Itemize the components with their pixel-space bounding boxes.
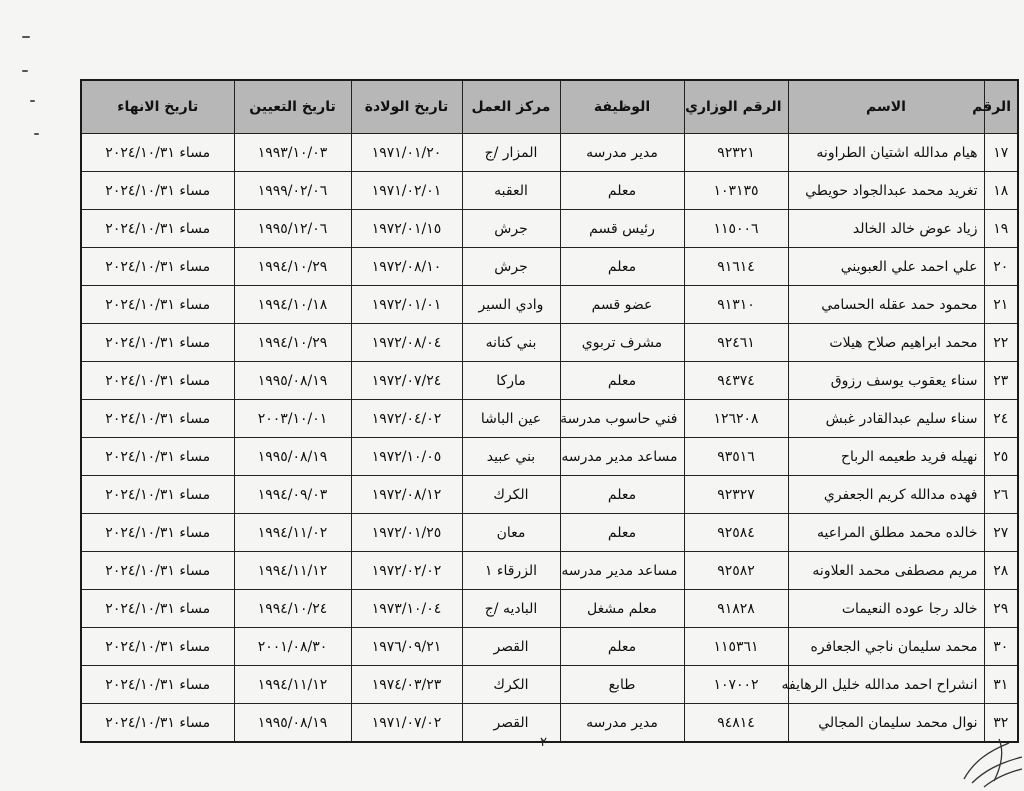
cell-birth-date: ١٩٧٢/٠٨/٠٤ <box>351 324 462 362</box>
cell-num: ١٨ <box>984 172 1018 210</box>
cell-ministry-id: ١١٥٣٦١ <box>684 628 788 666</box>
cell-job: معلم <box>560 248 684 286</box>
cell-ministry-id: ٩٢٣٢١ <box>684 134 788 172</box>
header-end-date: تاريخ الانهاء <box>81 80 234 134</box>
cell-birth-date: ١٩٧٢/١٠/٠٥ <box>351 438 462 476</box>
cell-job: معلم <box>560 476 684 514</box>
cell-end-date: مساء ٢٠٢٤/١٠/٣١ <box>81 210 234 248</box>
header-appoint-date: تاريخ التعيين <box>234 80 351 134</box>
cell-workplace: بني عبيد <box>462 438 560 476</box>
page-number: ٢ <box>540 735 547 750</box>
table-row <box>81 210 1018 248</box>
cell-job: فني حاسوب مدرسة <box>560 400 684 438</box>
header-workplace: مركز العمل <box>462 80 560 134</box>
cell-appoint-date: ١٩٩٥/٠٨/١٩ <box>234 362 351 400</box>
cell-birth-date: ١٩٧٢/٠٨/١٢ <box>351 476 462 514</box>
cell-end-date: مساء ٢٠٢٤/١٠/٣١ <box>81 324 234 362</box>
cell-end-date: مساء ٢٠٢٤/١٠/٣١ <box>81 248 234 286</box>
cell-job: مساعد مدير مدرسه <box>560 552 684 590</box>
cell-ministry-id: ١١٥٠٠٦ <box>684 210 788 248</box>
cell-ministry-id: ٩٢٣٢٧ <box>684 476 788 514</box>
cell-num: ٢٢ <box>984 324 1018 362</box>
cell-name: مريم مصطفى محمد العلاونه <box>788 552 984 590</box>
cell-num: ٢٧ <box>984 514 1018 552</box>
table-row <box>81 248 1018 286</box>
table-row <box>81 324 1018 362</box>
cell-job: معلم مشغل <box>560 590 684 628</box>
cell-num: ١٩ <box>984 210 1018 248</box>
cell-name: محمد ابراهيم صلاح هيلات <box>788 324 984 362</box>
cell-name: محمود حمد عقله الحسامي <box>788 286 984 324</box>
cell-workplace: ماركا <box>462 362 560 400</box>
cell-name: زياد عوض خالد الخالد <box>788 210 984 248</box>
cell-end-date: مساء ٢٠٢٤/١٠/٣١ <box>81 286 234 324</box>
scan-mark <box>22 36 30 38</box>
cell-birth-date: ١٩٧٢/٠٤/٠٢ <box>351 400 462 438</box>
signature-scribble <box>954 721 1024 791</box>
cell-ministry-id: ٩٢٤٦١ <box>684 324 788 362</box>
table-header-row <box>81 80 1018 134</box>
header-name: الاسم <box>788 80 984 134</box>
cell-birth-date: ١٩٧٢/٠٧/٢٤ <box>351 362 462 400</box>
cell-appoint-date: ١٩٩٥/٠٨/١٩ <box>234 704 351 743</box>
header-num: الرقم <box>984 80 1018 134</box>
cell-appoint-date: ١٩٩٥/٠٨/١٩ <box>234 438 351 476</box>
cell-end-date: مساء ٢٠٢٤/١٠/٣١ <box>81 362 234 400</box>
table-row <box>81 172 1018 210</box>
cell-end-date: مساء ٢٠٢٤/١٠/٣١ <box>81 400 234 438</box>
cell-job: معلم <box>560 514 684 552</box>
cell-end-date: مساء ٢٠٢٤/١٠/٣١ <box>81 628 234 666</box>
header-job: الوظيفة <box>560 80 684 134</box>
cell-birth-date: ١٩٧١/٠٢/٠١ <box>351 172 462 210</box>
cell-workplace: عين الباشا <box>462 400 560 438</box>
cell-job: مدير مدرسه <box>560 134 684 172</box>
table-row <box>81 552 1018 590</box>
cell-num: ٣٠ <box>984 628 1018 666</box>
cell-name: فهده مدالله كريم الجعفري <box>788 476 984 514</box>
cell-birth-date: ١٩٧١/٠٧/٠٢ <box>351 704 462 743</box>
cell-appoint-date: ١٩٩٤/١٠/٢٩ <box>234 248 351 286</box>
cell-appoint-date: ١٩٩٤/١٠/٢٩ <box>234 324 351 362</box>
cell-num: ٢٣ <box>984 362 1018 400</box>
cell-ministry-id: ٩١٦١٤ <box>684 248 788 286</box>
cell-num: ٣٢ <box>984 704 1018 743</box>
cell-name: تغريد محمد عبدالجواد حويطي <box>788 172 984 210</box>
cell-ministry-id: ٩٢٥٨٢ <box>684 552 788 590</box>
cell-num: ٢٨ <box>984 552 1018 590</box>
cell-workplace: معان <box>462 514 560 552</box>
scan-mark <box>30 100 35 102</box>
cell-end-date: مساء ٢٠٢٤/١٠/٣١ <box>81 552 234 590</box>
cell-job: طابع <box>560 666 684 704</box>
cell-appoint-date: ١٩٩٤/١٠/١٨ <box>234 286 351 324</box>
cell-workplace: الباديه /ج <box>462 590 560 628</box>
table-row <box>81 286 1018 324</box>
cell-workplace: الزرقاء ١ <box>462 552 560 590</box>
table-row <box>81 514 1018 552</box>
cell-appoint-date: ١٩٩٤/١٠/٢٤ <box>234 590 351 628</box>
cell-appoint-date: ١٩٩٣/١٠/٠٣ <box>234 134 351 172</box>
cell-workplace: بني كنانه <box>462 324 560 362</box>
cell-ministry-id: ٩٤٨١٤ <box>684 704 788 743</box>
table-row <box>81 590 1018 628</box>
cell-birth-date: ١٩٧٣/١٠/٠٤ <box>351 590 462 628</box>
cell-job: معلم <box>560 172 684 210</box>
cell-name: خالده محمد مطلق المراعيه <box>788 514 984 552</box>
cell-job: مدير مدرسه <box>560 704 684 743</box>
table-row <box>81 666 1018 704</box>
cell-workplace: جرش <box>462 210 560 248</box>
cell-birth-date: ١٩٧٢/٠١/٠١ <box>351 286 462 324</box>
cell-workplace: القصر <box>462 704 560 743</box>
cell-name: نهيله فريد طعيمه الرباح <box>788 438 984 476</box>
cell-workplace: الكرك <box>462 666 560 704</box>
cell-num: ٢٤ <box>984 400 1018 438</box>
cell-birth-date: ١٩٧١/٠١/٢٠ <box>351 134 462 172</box>
cell-job: مساعد مدير مدرسه <box>560 438 684 476</box>
header-birth-date: تاريخ الولادة <box>351 80 462 134</box>
cell-name: نوال محمد سليمان المجالي <box>788 704 984 743</box>
cell-appoint-date: ٢٠٠٣/١٠/٠١ <box>234 400 351 438</box>
cell-birth-date: ١٩٧٢/٠٢/٠٢ <box>351 552 462 590</box>
cell-appoint-date: ٢٠٠١/٠٨/٣٠ <box>234 628 351 666</box>
cell-workplace: العقبه <box>462 172 560 210</box>
cell-appoint-date: ١٩٩٤/١١/١٢ <box>234 552 351 590</box>
cell-appoint-date: ١٩٩٤/٠٩/٠٣ <box>234 476 351 514</box>
table-row <box>81 476 1018 514</box>
cell-num: ٣١ <box>984 666 1018 704</box>
cell-birth-date: ١٩٧٢/٠١/٢٥ <box>351 514 462 552</box>
table-row <box>81 362 1018 400</box>
cell-appoint-date: ١٩٩٤/١١/١٢ <box>234 666 351 704</box>
cell-birth-date: ١٩٧٤/٠٣/٢٣ <box>351 666 462 704</box>
cell-end-date: مساء ٢٠٢٤/١٠/٣١ <box>81 476 234 514</box>
cell-birth-date: ١٩٧٢/٠١/١٥ <box>351 210 462 248</box>
cell-name: انشراح احمد مدالله خليل الرهايفه <box>788 666 984 704</box>
cell-num: ١٧ <box>984 134 1018 172</box>
cell-name: سناء يعقوب يوسف رزوق <box>788 362 984 400</box>
cell-ministry-id: ١٢٦٢٠٨ <box>684 400 788 438</box>
cell-workplace: الكرك <box>462 476 560 514</box>
cell-name: سناء سليم عبدالقادر غبش <box>788 400 984 438</box>
cell-job: عضو قسم <box>560 286 684 324</box>
cell-name: خالد رجا عوده النعيمات <box>788 590 984 628</box>
scan-mark <box>34 133 39 135</box>
cell-ministry-id: ١٠٣١٣٥ <box>684 172 788 210</box>
cell-workplace: القصر <box>462 628 560 666</box>
cell-num: ٢٥ <box>984 438 1018 476</box>
cell-end-date: مساء ٢٠٢٤/١٠/٣١ <box>81 172 234 210</box>
cell-num: ٢٠ <box>984 248 1018 286</box>
cell-birth-date: ١٩٧٢/٠٨/١٠ <box>351 248 462 286</box>
cell-ministry-id: ٩٤٣٧٤ <box>684 362 788 400</box>
cell-name: هيام مدالله اشتيان الطراونه <box>788 134 984 172</box>
cell-appoint-date: ١٩٩٥/١٢/٠٦ <box>234 210 351 248</box>
cell-end-date: مساء ٢٠٢٤/١٠/٣١ <box>81 514 234 552</box>
table-row <box>81 628 1018 666</box>
cell-ministry-id: ٩١٣١٠ <box>684 286 788 324</box>
cell-birth-date: ١٩٧٦/٠٩/٢١ <box>351 628 462 666</box>
table-row <box>81 134 1018 172</box>
cell-appoint-date: ١٩٩٤/١١/٠٢ <box>234 514 351 552</box>
cell-ministry-id: ٩٢٥٨٤ <box>684 514 788 552</box>
cell-workplace: وادي السير <box>462 286 560 324</box>
cell-name: علي احمد علي العبويني <box>788 248 984 286</box>
header-ministry-id: الرقم الوزاري <box>684 80 788 134</box>
cell-job: رئيس قسم <box>560 210 684 248</box>
cell-appoint-date: ١٩٩٩/٠٢/٠٦ <box>234 172 351 210</box>
cell-name: محمد سليمان ناجي الجعافره <box>788 628 984 666</box>
cell-num: ٢٦ <box>984 476 1018 514</box>
cell-ministry-id: ٩١٨٢٨ <box>684 590 788 628</box>
cell-end-date: مساء ٢٠٢٤/١٠/٣١ <box>81 666 234 704</box>
cell-job: معلم <box>560 362 684 400</box>
cell-workplace: المزار /ج <box>462 134 560 172</box>
scan-mark <box>22 70 28 72</box>
cell-num: ٢١ <box>984 286 1018 324</box>
table-row <box>81 704 1018 743</box>
cell-end-date: مساء ٢٠٢٤/١٠/٣١ <box>81 704 234 743</box>
cell-end-date: مساء ٢٠٢٤/١٠/٣١ <box>81 134 234 172</box>
cell-ministry-id: ١٠٧٠٠٢ <box>684 666 788 704</box>
cell-end-date: مساء ٢٠٢٤/١٠/٣١ <box>81 438 234 476</box>
cell-ministry-id: ٩٣٥١٦ <box>684 438 788 476</box>
table-row <box>81 400 1018 438</box>
table-row <box>81 438 1018 476</box>
cell-num: ٢٩ <box>984 590 1018 628</box>
employees-table <box>80 79 1019 743</box>
cell-job: مشرف تربوي <box>560 324 684 362</box>
cell-job: معلم <box>560 628 684 666</box>
cell-workplace: جرش <box>462 248 560 286</box>
cell-end-date: مساء ٢٠٢٤/١٠/٣١ <box>81 590 234 628</box>
